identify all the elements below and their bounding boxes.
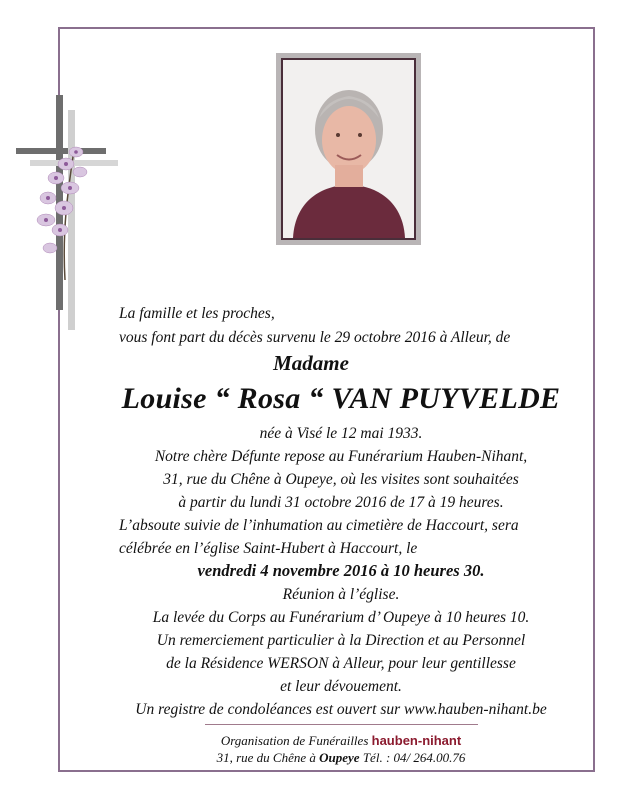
phone-number: Tél. : 04/ 264.00.76 <box>362 750 466 765</box>
text-line: L’absoute suivie de l’inhumation au cimetière de Haccourt, sera <box>119 517 519 534</box>
condolence-register-line: Un registre de condoléances est ouvert sur www.hauben-nihant.be <box>135 701 547 718</box>
cross-orchid-icon <box>10 90 120 335</box>
footer-organisation <box>30 734 622 747</box>
title-madame: Madame <box>273 351 349 375</box>
portrait-photo <box>281 58 416 240</box>
text-line: Un remerciement particulier à la Direction et au Personnel <box>156 632 526 649</box>
brand-logo: hauben-nihant <box>371 733 462 748</box>
intro-line-2: vous font part du décès survenu le 29 octobre 2016 à Alleur, de <box>119 329 511 346</box>
address-city: Oupeye <box>319 750 360 765</box>
text-line: et leur dévouement. <box>280 678 402 695</box>
text-line: Notre chère Défunte repose au Funérarium Hauben-Nihant, <box>154 448 528 465</box>
text-line: La levée du Corps au Funérarium d’ Oupeye à 10 heures 10. <box>152 609 530 626</box>
footer-separator <box>205 724 478 725</box>
org-prefix: Organisation de Funérailles <box>220 733 369 748</box>
birth-line: née à Visé le 12 mai 1933. <box>259 425 423 442</box>
text-line: célébrée en l’église Saint-Hubert à Haccourt, le <box>119 540 418 557</box>
ceremony-date: vendredi 4 novembre 2016 à 10 heures 30. <box>197 561 485 580</box>
text-line: Réunion à l’église. <box>282 586 400 603</box>
text-line: de la Résidence WERSON à Alleur, pour leur gentillesse <box>166 655 516 672</box>
deceased-name: Louise “ Rosa “ VAN PUYVELDE <box>121 382 561 415</box>
text-line: à partir du lundi 31 octobre 2016 de 17 à 19 heures. <box>178 494 504 511</box>
footer-address <box>30 751 622 764</box>
portrait-frame <box>276 53 421 245</box>
intro-line-1: La famille et les proches, <box>119 305 275 322</box>
address-prefix: 31, rue du Chêne à <box>216 750 316 765</box>
text-line: 31, rue du Chêne à Oupeye, où les visites sont souhaitées <box>163 471 519 488</box>
